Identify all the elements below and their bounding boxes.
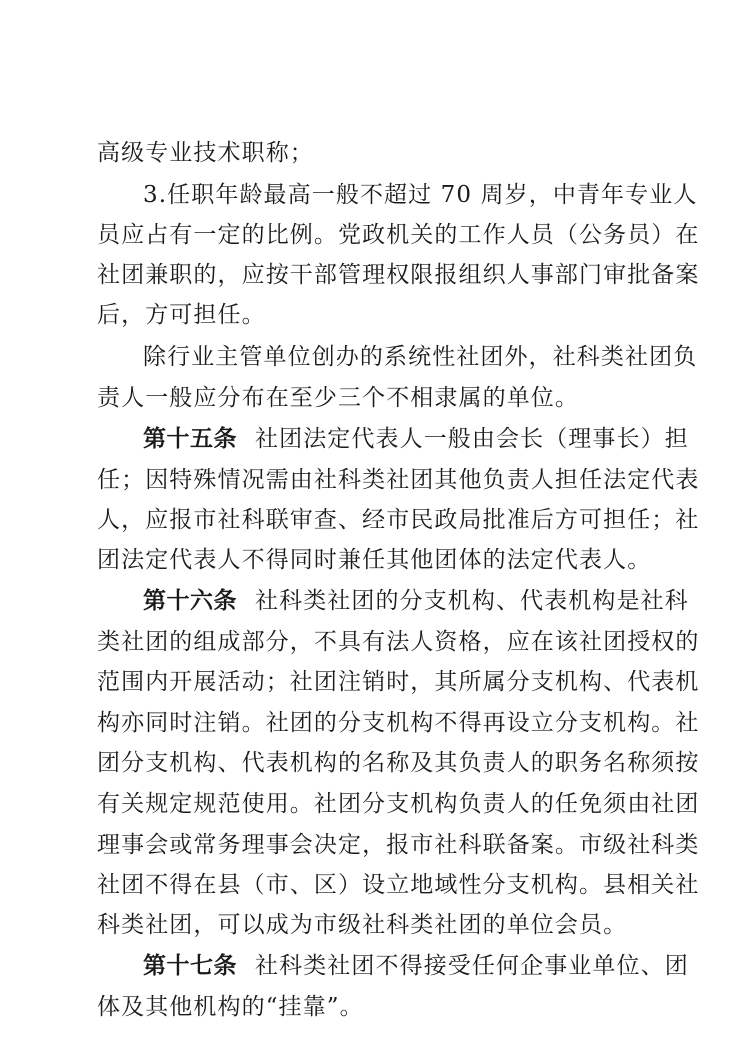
text-line: 类社团的组成部分，不具有法人资格，应在该社团授权的	[97, 629, 700, 655]
text-line: 3.任职年龄最高一般不超过 70 周岁，中青年专业人	[143, 182, 698, 208]
article-16-first-line	[143, 586, 689, 616]
text-line: 除行业主管单位创办的系统性社团外，社科类社团负	[143, 344, 698, 370]
text-line: 团分支机构、代表机构的名称及其负责人的职务名称须按	[97, 750, 700, 776]
text-line: 责人一般应分布在至少三个不相隶属的单位。	[97, 385, 579, 411]
text-line: 社团兼职的，应按干部管理权限报组织人事部门审批备案	[97, 262, 700, 288]
text-line: 科类社团，可以成为市级社科类社团的单位会员。	[97, 912, 628, 938]
text-line: 任；因特殊情况需由社科类社团其他负责人担任法定代表	[97, 467, 700, 493]
text-line: 团法定代表人不得同时兼任其他团体的法定代表人。	[97, 547, 652, 573]
article-17-first-line	[143, 951, 689, 981]
article-15-heading: 第十五条	[143, 426, 237, 452]
text-line: 社科类社团不得接受任何企事业单位、团	[255, 953, 689, 979]
text-line: 体及其他机构的“挂靠”。	[97, 994, 364, 1020]
text-line: 高级专业技术职称；	[97, 140, 314, 166]
text-line: 员应占有一定的比例。党政机关的工作人员（公务员）在	[97, 222, 700, 248]
text-line: 范围内开展活动；社团注销时，其所属分支机构、代表机	[97, 669, 700, 695]
article-16-heading: 第十六条	[143, 588, 237, 614]
text-line: 社团法定代表人一般由会长（理事长）担	[255, 426, 689, 452]
text-line: 构亦同时注销。社团的分支机构不得再设立分支机构。社	[97, 710, 700, 736]
text-line: 人，应报市社科联审查、经市民政局批准后方可担任；社	[97, 507, 700, 533]
text-line: 有关规定规范使用。社团分支机构负责人的任免须由社团	[97, 791, 700, 817]
article-15-first-line	[143, 424, 689, 454]
text-line: 社科类社团的分支机构、代表机构是社科	[255, 588, 689, 614]
article-17-heading: 第十七条	[143, 953, 237, 979]
text-line: 社团不得在县（市、区）设立地域性分支机构。县相关社	[97, 872, 700, 898]
text-line: 后，方可担任。	[97, 302, 266, 328]
text-line: 理事会或常务理事会决定，报市社科联备案。市级社科类	[97, 832, 700, 858]
